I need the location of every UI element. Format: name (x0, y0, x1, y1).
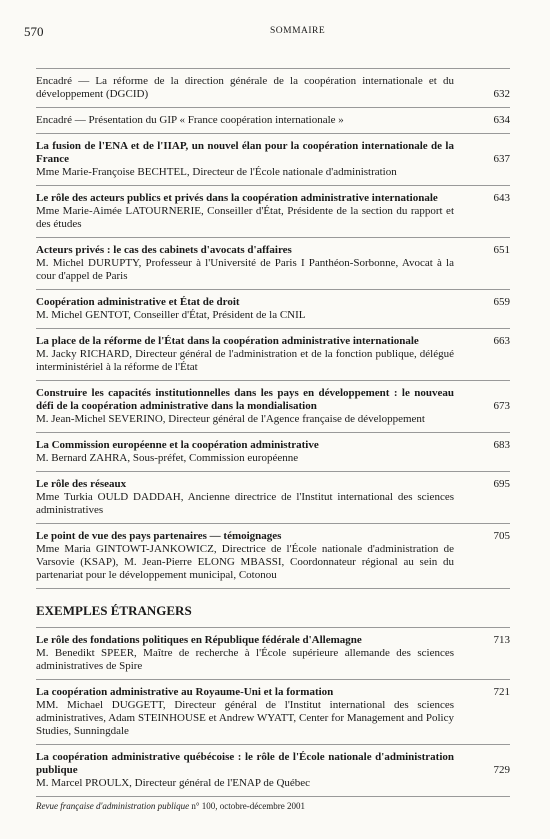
entry-title: Le point de vue des pays partenaires — témoignages (36, 530, 282, 542)
entry-divider (36, 328, 510, 329)
toc-entry[interactable] (36, 439, 510, 465)
entry-page-number: 673 (493, 400, 510, 412)
entry-page-number: 637 (493, 153, 510, 165)
toc-entry[interactable] (36, 140, 510, 179)
toc-entry[interactable] (36, 335, 510, 374)
entry-title: Construire les capacités institutionnelles dans les pays en développement : le nouveau défi de la coopération administrative dans la mondialisation (36, 387, 454, 412)
entry-divider (36, 627, 510, 628)
entry-page-number: 729 (493, 764, 510, 776)
toc-list (36, 68, 510, 589)
entry-divider (36, 237, 510, 238)
entry-title: Le rôle des fondations politiques en République fédérale d'Allemagne (36, 634, 362, 646)
entry-author: Mme Turkia OULD DADDAH, Ancienne directrice de l'Institut international des sciences administratives (36, 491, 454, 516)
entry-divider (36, 471, 510, 472)
entry-title: Encadré — La réforme de la direction générale de la coopération internationale et du développement (DGCID) (36, 75, 454, 100)
toc-entry[interactable] (36, 192, 510, 231)
entry-divider (36, 744, 510, 745)
section-title: EXEMPLES ÉTRANGERS (36, 603, 192, 618)
running-head: SOMMAIRE (270, 26, 326, 36)
entry-title: Le rôle des acteurs publics et privés dans la coopération administrative internationale (36, 192, 438, 204)
entry-title: La fusion de l'ENA et de l'IIAP, un nouvel élan pour la coopération internationale de la France (36, 140, 454, 165)
entry-divider (36, 796, 510, 797)
entry-author: Mme Marie-Françoise BECHTEL, Directeur de l'École nationale d'administration (36, 166, 397, 178)
toc-entry[interactable] (36, 478, 510, 517)
entry-page-number: 651 (493, 244, 510, 256)
entry-title: Le rôle des réseaux (36, 478, 127, 490)
entry-title: La coopération administrative au Royaume-Uni et la formation (36, 686, 334, 698)
entry-divider (36, 133, 510, 134)
page-footer (36, 801, 305, 811)
entry-title: Encadré — Présentation du GIP « France coopération internationale » (36, 114, 344, 126)
entry-author: M. Benedikt SPEER, Maître de recherche à l'École supérieure allemande des sciences administratives de Spire (36, 647, 454, 672)
toc-list-foreign (36, 627, 510, 797)
toc-entry[interactable] (36, 530, 510, 582)
entry-page-number: 663 (493, 335, 510, 347)
toc-entry[interactable] (36, 114, 510, 127)
entry-page-number: 695 (493, 478, 510, 490)
entry-divider (36, 588, 510, 589)
toc-entry[interactable] (36, 387, 510, 426)
entry-divider (36, 523, 510, 524)
issue-info: n° 100, octobre-décembre 2001 (191, 801, 305, 811)
entry-page-number: 721 (493, 686, 510, 698)
entry-divider (36, 679, 510, 680)
entry-page-number: 643 (493, 192, 510, 204)
entry-title: Acteurs privés : le cas des cabinets d'avocats d'affaires (36, 244, 292, 256)
toc-entry[interactable] (36, 296, 510, 322)
entry-page-number: 683 (493, 439, 510, 451)
entry-author: M. Jean-Michel SEVERINO, Directeur général de l'Agence française de développement (36, 413, 425, 425)
entry-divider (36, 68, 510, 69)
entry-divider (36, 432, 510, 433)
entry-page-number: 634 (493, 114, 510, 126)
page-number: 570 (24, 24, 44, 39)
entry-divider (36, 185, 510, 186)
table-of-contents (36, 68, 510, 803)
entry-author: M. Jacky RICHARD, Directeur général de l'administration et de la fonction publique, délégué interministériel à la réforme de l'État (36, 348, 454, 373)
entry-divider (36, 289, 510, 290)
entry-page-number: 713 (493, 634, 510, 646)
toc-entry[interactable] (36, 75, 510, 101)
entry-title: Coopération administrative et État de droit (36, 296, 240, 308)
entry-author: M. Bernard ZAHRA, Sous-préfet, Commission européenne (36, 452, 299, 464)
toc-entry[interactable] (36, 751, 510, 790)
toc-entry[interactable] (36, 686, 510, 738)
entry-author: Mme Marie-Aimée LATOURNERIE, Conseiller d'État, Présidente de la section du rapport et des études (36, 205, 454, 230)
entry-title: La Commission européenne et la coopération administrative (36, 439, 319, 451)
entry-page-number: 632 (493, 88, 510, 100)
entry-divider (36, 107, 510, 108)
entry-author: M. Michel DURUPTY, Professeur à l'Université de Paris I Panthéon-Sorbonne, Avocat à la cour d'appel de Paris (36, 257, 454, 282)
entry-page-number: 659 (493, 296, 510, 308)
entry-author: M. Marcel PROULX, Directeur général de l'ENAP de Québec (36, 777, 311, 789)
toc-entry[interactable] (36, 244, 510, 283)
entry-author: MM. Michael DUGGETT, Directeur général de l'Institut international des sciences administratives, Adam STEINHOUSE et Andrew WYATT, Center for Management and Policy Studies, Sunningdale (36, 699, 454, 737)
entry-page-number: 705 (493, 530, 510, 542)
entry-author: M. Michel GENTOT, Conseiller d'État, Président de la CNIL (36, 309, 306, 321)
toc-entry[interactable] (36, 634, 510, 673)
journal-name: Revue française d'administration publique (36, 801, 190, 811)
entry-title: La place de la réforme de l'État dans la coopération administrative internationale (36, 335, 419, 347)
entry-author: Mme Maria GINTOWT-JANKOWICZ, Directrice de l'École nationale d'administration de Varsovie (KSAP), M. Jean-Pierre ELONG MBASSI, Coordonnateur régional au sein du partenariat pour le développement municipal, Cotonou (36, 543, 454, 581)
entry-divider (36, 380, 510, 381)
entry-title: La coopération administrative québécoise : le rôle de l'École nationale d'administration publique (36, 751, 454, 776)
page-header (24, 24, 514, 40)
